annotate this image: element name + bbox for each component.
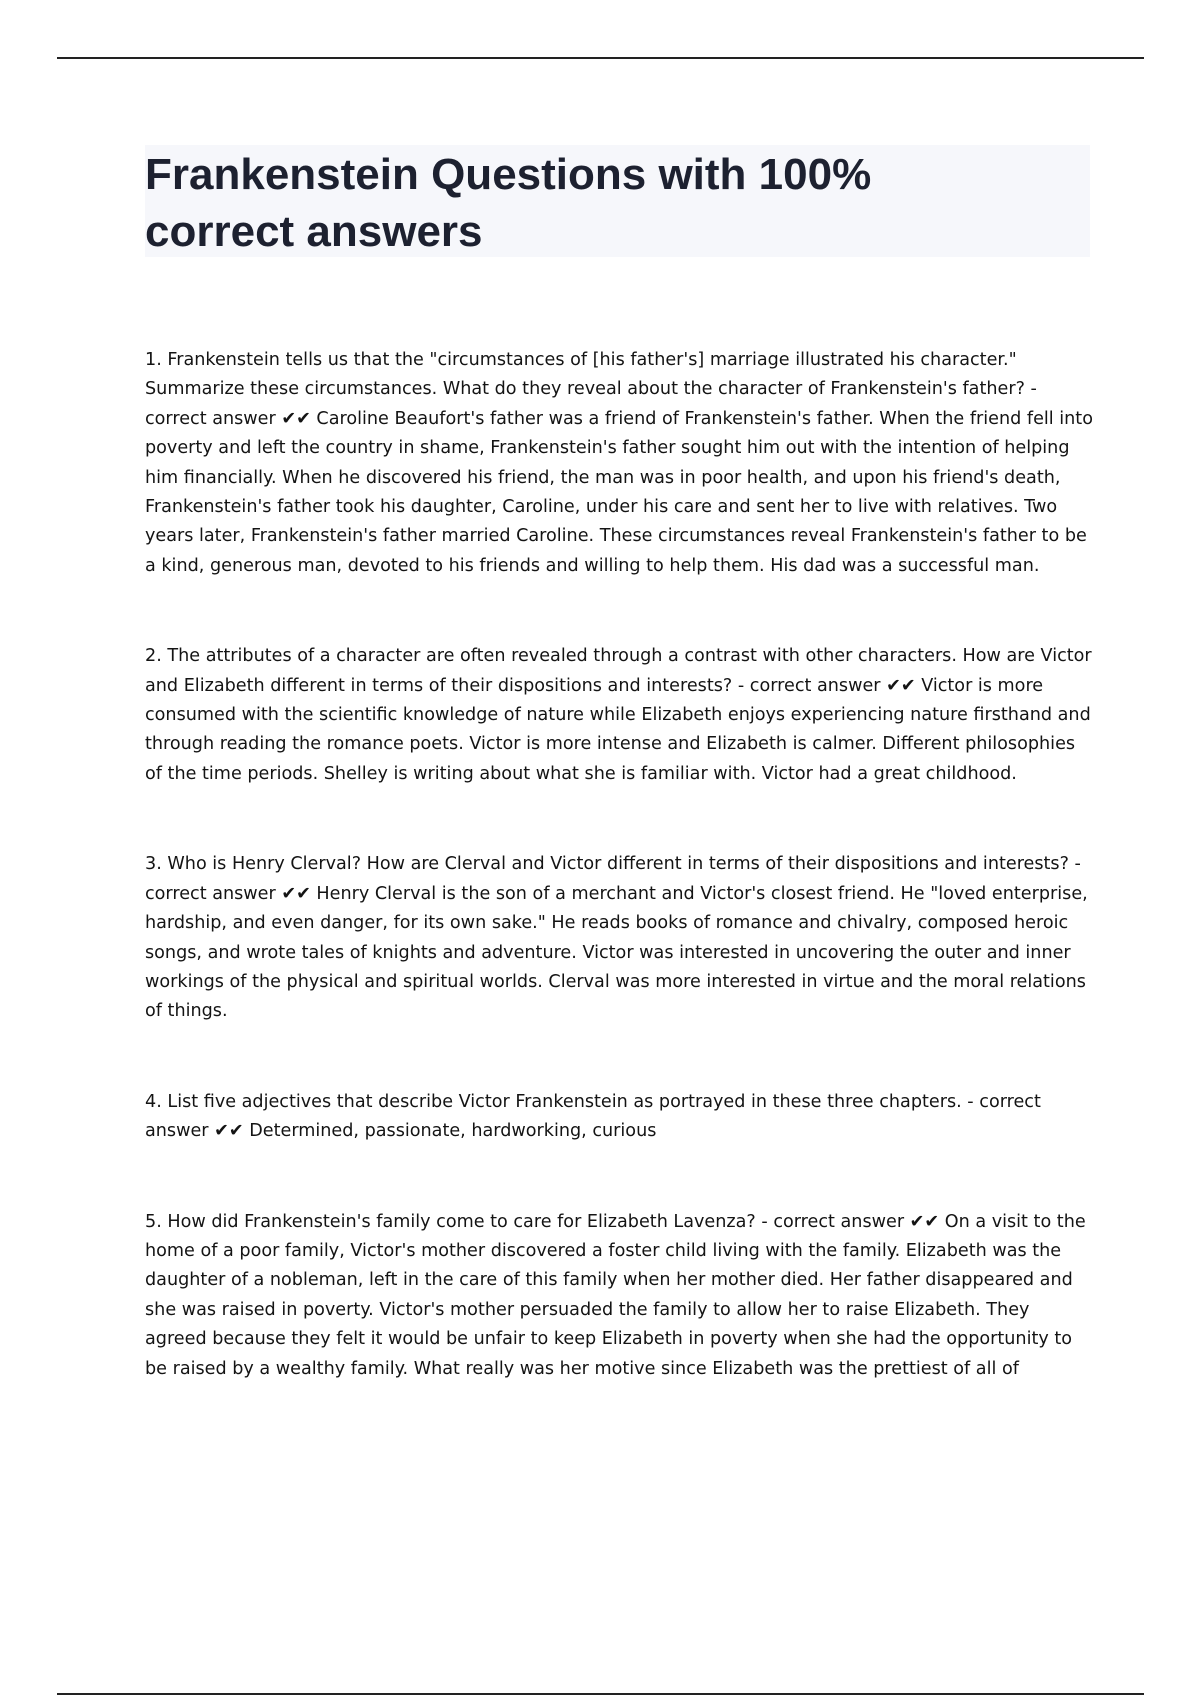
answer-marker: - correct answer ✔✔ <box>732 676 921 696</box>
qa-item-5 <box>145 1208 1095 1384</box>
qa-item-1 <box>145 346 1095 581</box>
document-title: Frankenstein Questions with 100% correct answers <box>145 150 872 256</box>
question-number: 4. <box>145 1091 162 1112</box>
question-number: 3. <box>145 854 162 875</box>
qa-item-2 <box>145 642 1095 789</box>
bottom-divider <box>57 1693 1144 1695</box>
document-body <box>145 346 1095 1384</box>
question-text: List five adjectives that describe Victor Frankenstein as portrayed in these three chapters. <box>167 1091 962 1112</box>
answer-marker: - correct answer ✔✔ <box>145 379 1037 428</box>
question-text: How did Frankenstein's family come to care for Elizabeth Lavenza? <box>167 1211 756 1232</box>
top-divider <box>57 57 1144 59</box>
answer-marker: - correct answer ✔✔ <box>756 1212 945 1232</box>
qa-item-4 <box>145 1088 1095 1147</box>
title-banner <box>145 145 1090 257</box>
question-text: The attributes of a character are often revealed through a contrast with other characters. How are Victor and Elizabeth different in terms of their dispositions and interests? <box>145 646 1092 696</box>
question-number: 5. <box>145 1211 162 1232</box>
answer-text: Determined, passionate, hardworking, curious <box>249 1121 657 1142</box>
answer-text: Victor is more consumed with the scientific knowledge of nature while Elizabeth enjoys experiencing nature firsthand and through reading the romance poets. Victor is more intense and Elizabeth is calmer. Different philosophies of the time periods. Shelley is writing about what she is familiar with. Victor had a great childhood. <box>145 675 1091 784</box>
answer-text: Caroline Beaufort's father was a friend of Frankenstein's father. When the friend fell into poverty and left the country in shame, Frankenstein's father sought him out with the intention of helping him financially. When he discovered his friend, the man was in poor health, and upon his friend's death, Frankenstein's father took his daughter, Caroline, under his care and sent her to live with relatives. Two years later, Frankenstein's father married Caroline. These circumstances reveal Frankenstein's father to be a kind, generous man, devoted to his friends and willing to help them. His dad was a successful man. <box>145 408 1093 576</box>
answer-marker: - correct answer ✔✔ <box>145 1092 1041 1141</box>
answer-text: Henry Clerval is the son of a merchant and Victor's closest friend. He "loved enterprise, hardship, and even danger, for its own sake." He reads books of romance and chivalry, composed heroic songs, and wrote tales of knights and adventure. Victor was interested in uncovering the outer and inner workings of the physical and spiritual worlds. Clerval was more interested in virtue and the moral relations of things. <box>145 883 1088 1022</box>
question-number: 1. <box>145 350 162 370</box>
qa-item-3 <box>145 850 1095 1026</box>
question-number: 2. <box>145 646 162 667</box>
answer-text: On a visit to the home of a poor family, Victor's mother discovered a foster child living with the family. Elizabeth was the daughter of a nobleman, left in the care of this family when her mother died. Her father disappeared and she was raised in poverty. Victor's mother persuaded the family to allow her to raise Elizabeth. They agreed because they felt it would be unfair to keep Elizabeth in poverty when she had the opportunity to be raised by a wealthy family. What really was her motive since Elizabeth was the prettiest of all of <box>145 1211 1086 1379</box>
question-text: Frankenstein tells us that the "circumstances of [his father's] marriage illustrated his character." Summarize these circumstances. What do they reveal about the character of Frankenstein's father? <box>145 350 1025 400</box>
answer-marker: - correct answer ✔✔ <box>145 854 1081 903</box>
question-text: Who is Henry Clerval? How are Clerval and Victor different in terms of their dispositions and interests? <box>167 854 1069 875</box>
